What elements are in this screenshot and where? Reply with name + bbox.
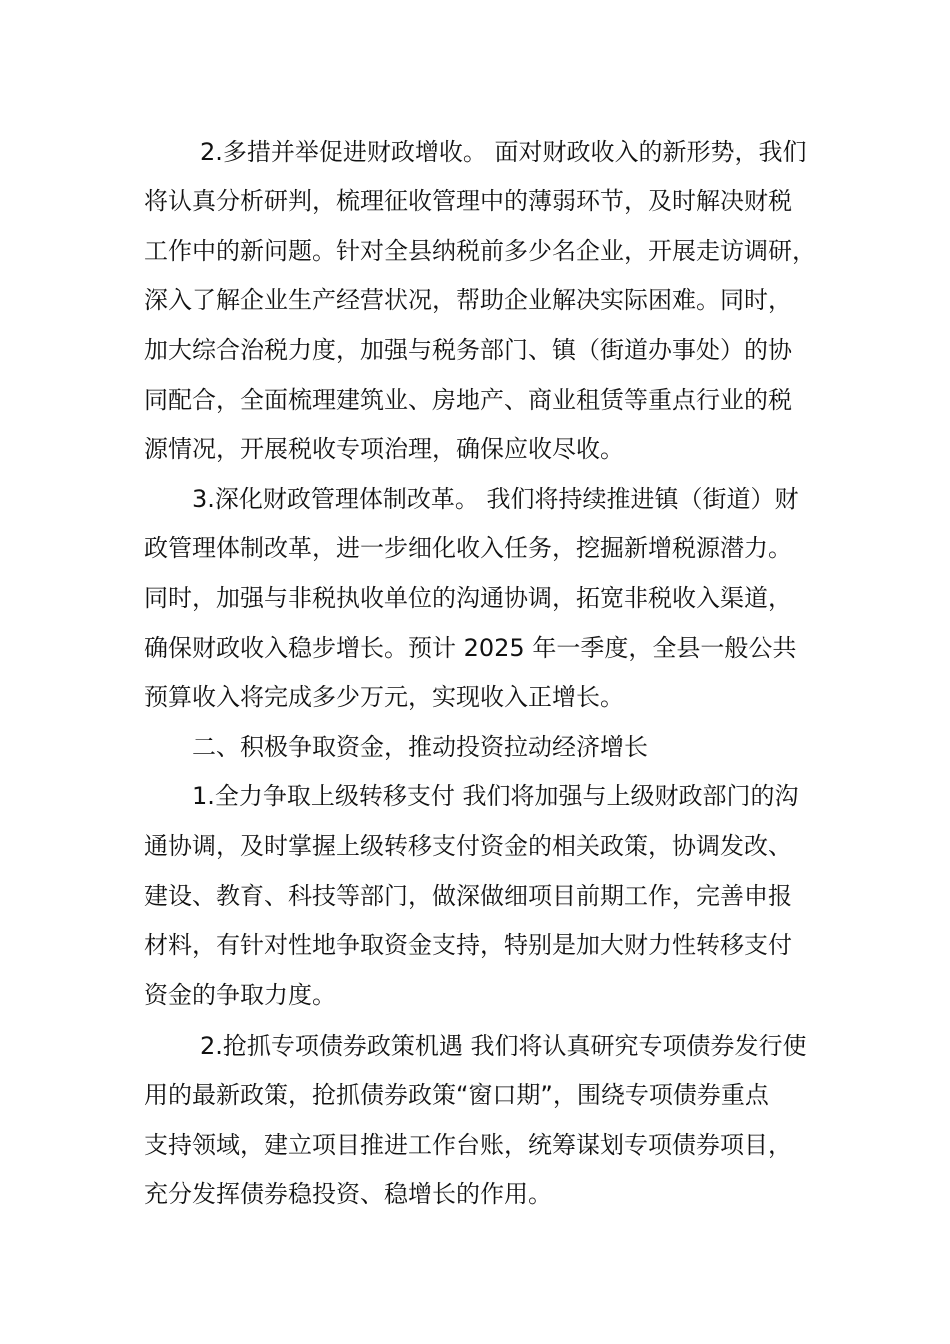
paragraph-3-line-3: 建设、教育、科技等部门，做深做细项目前期工作，完善申报 bbox=[144, 882, 792, 910]
paragraph-4-line-1: 2.抢抓专项债券政策机遇 我们将认真研究专项债券发行使 bbox=[200, 1032, 807, 1060]
paragraph-1-line-7: 源情况，开展税收专项治理，确保应收尽收。 bbox=[144, 435, 624, 463]
paragraph-4-line-2: 用的最新政策，抢抓债券政策“窗口期”，围绕专项债券重点 bbox=[144, 1081, 769, 1109]
paragraph-1-line-1: 2.多措并举促进财政增收。 面对财政收入的新形势，我们 bbox=[200, 138, 807, 166]
paragraph-2-line-4: 确保财政收入稳步增长。预计 2025 年一季度，全县一般公共 bbox=[144, 634, 797, 662]
paragraph-3-line-2: 通协调，及时掌握上级转移支付资金的相关政策，协调发改、 bbox=[144, 832, 792, 860]
paragraph-1-line-3: 工作中的新问题。针对全县纳税前多少名企业，开展走访调研， bbox=[144, 237, 816, 265]
section-heading: 二、积极争取资金，推动投资拉动经济增长 bbox=[192, 733, 648, 761]
paragraph-2-line-2: 政管理体制改革，进一步细化收入任务，挖掘新增税源潜力。 bbox=[144, 534, 792, 562]
paragraph-1-line-5: 加大综合治税力度，加强与税务部门、镇（街道办事处）的协 bbox=[144, 336, 792, 364]
paragraph-1-line-6: 同配合，全面梳理建筑业、房地产、商业租赁等重点行业的税 bbox=[144, 386, 792, 414]
paragraph-4-line-3: 支持领域，建立项目推进工作台账，统筹谋划专项债券项目， bbox=[144, 1131, 792, 1159]
paragraph-1-line-4: 深入了解企业生产经营状况，帮助企业解决实际困难。同时， bbox=[144, 286, 792, 314]
paragraph-1-line-2: 将认真分析研判，梳理征收管理中的薄弱环节，及时解决财税 bbox=[144, 187, 792, 215]
paragraph-4-line-4: 充分发挥债券稳投资、稳增长的作用。 bbox=[144, 1180, 552, 1208]
paragraph-3-line-5: 资金的争取力度。 bbox=[144, 981, 336, 1009]
paragraph-2-line-3: 同时，加强与非税执收单位的沟通协调，拓宽非税收入渠道， bbox=[144, 584, 792, 612]
paragraph-2-line-1: 3.深化财政管理体制改革。 我们将持续推进镇（街道）财 bbox=[192, 485, 799, 513]
paragraph-3-line-1: 1.全力争取上级转移支付 我们将加强与上级财政部门的沟 bbox=[192, 782, 799, 810]
paragraph-3-line-4: 材料，有针对性地争取资金支持，特别是加大财力性转移支付 bbox=[144, 931, 792, 959]
paragraph-2-line-5: 预算收入将完成多少万元，实现收入正增长。 bbox=[144, 683, 624, 711]
